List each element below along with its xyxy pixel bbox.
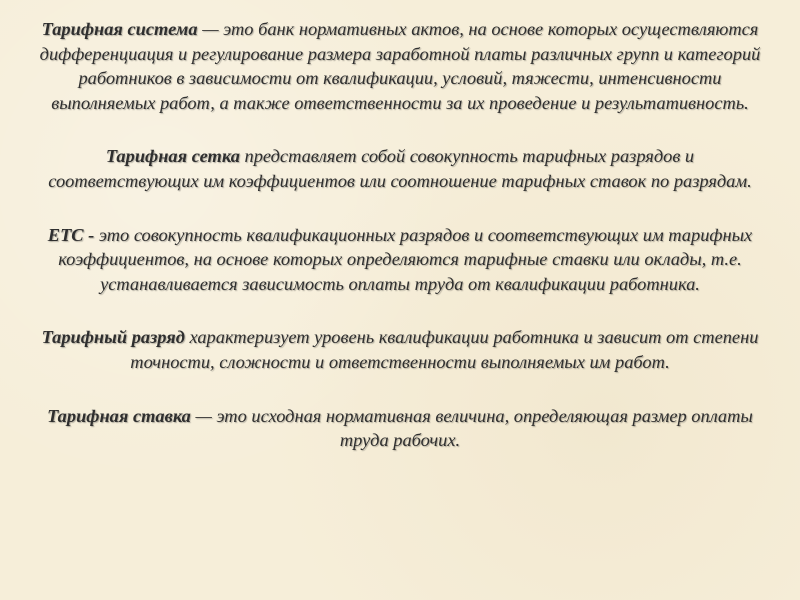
definition-text-tariff-system: — это банк нормативных актов, на основе которых осуществляются дифференциация и регулирование размера заработной платы различных групп и категорий работников в зависимости от квалификации, условий, тяжести, интенсивности выполняемых работ, а также ответственности за их проведение и результативность. [39,19,761,113]
definition-text-tariff-grade: характеризует уровень квалификации работника и зависит от степени точности, сложности и ответственности выполняемых им работ. [130,327,759,372]
definition-text-tariff-grid: представляет собой совокупность тарифных разрядов и соответствующих им коэффициентов или соотношение тарифных ставок по разрядам. [48,146,752,191]
definition-text-ets: это совокупность квалификационных разрядов и соответствующих им тарифных коэффициентов, на основе которых определяются тарифные ставки или оклады, т.е. устанавливается зависимость оплаты труда от квалификации работника. [58,224,753,294]
term-tariff-rate: Тарифная ставка [47,405,191,426]
term-ets: ЕТС - [47,224,95,245]
term-tariff-system: Тарифная система [41,19,198,39]
definition-text-tariff-rate: — это исходная нормативная величина, определяющая размер оплаты труда рабочих. [190,405,753,451]
definition-tariff-rate [34,404,766,453]
definition-tariff-system [34,17,766,115]
definition-tariff-grade [34,325,766,374]
term-tariff-grid: Тарифная сетка [105,146,240,167]
definition-tariff-grid [34,144,766,193]
definition-ets [34,223,766,297]
term-tariff-grade: Тарифный разряд [41,327,185,348]
